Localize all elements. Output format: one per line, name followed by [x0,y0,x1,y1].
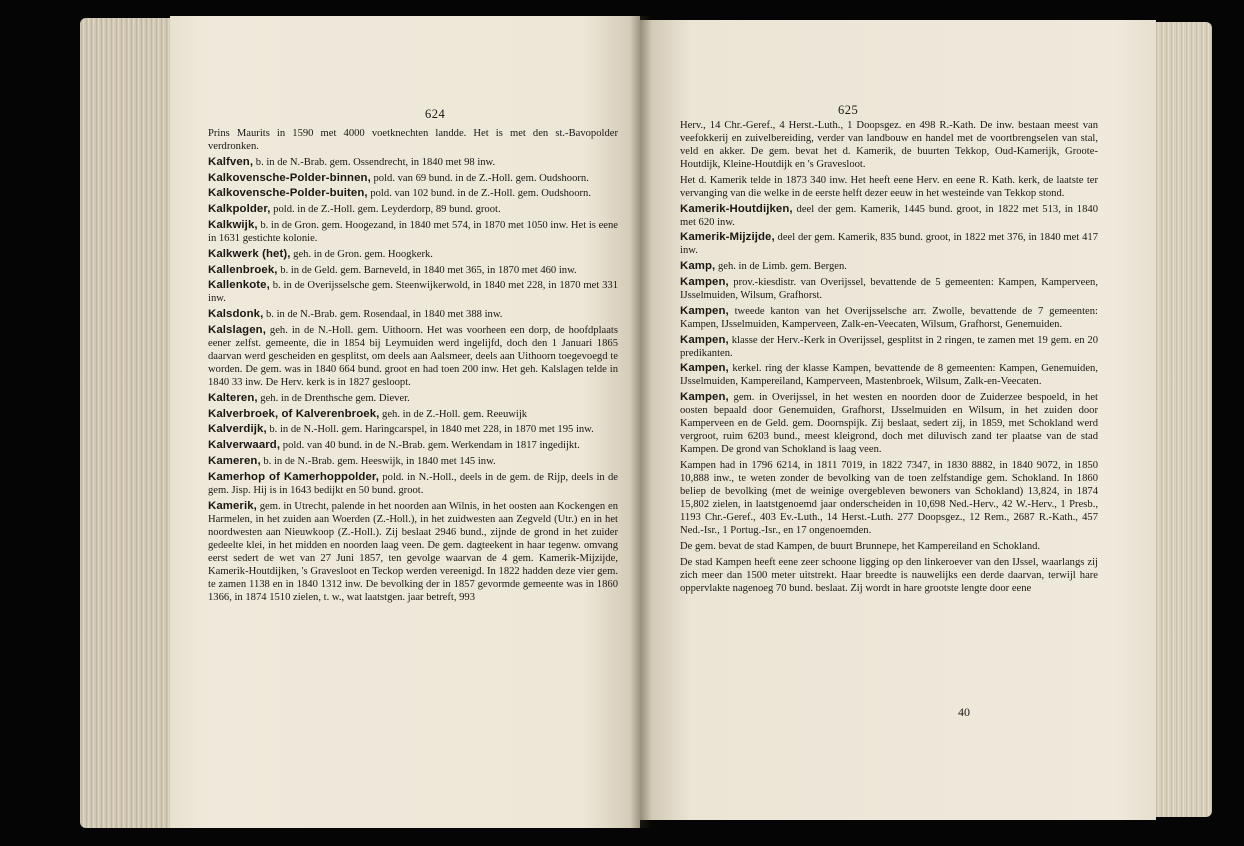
entry-body: geh. in de Limb. gem. Bergen. [715,261,847,273]
entry-body: gem. in Overijssel, in het westen en noorden door de Zuiderzee bespoeld, in het oosten bepaald door Genemuiden, Grafhorst, IJsselmuiden en Wilsum, in het zuiden door Kamperveen en de Geld. gem. Doornspijk. Zij beslaat, sedert zij, in 1859, met Schokland werd vergroot, ruim 6203 bund., meest kleigrond, doch met diluvisch zand ter plaatse van de stad Kampen. De grond van Schokland is laag veen. [680,392,1098,456]
entry-headword: Kalverwaard, [208,439,281,452]
entry-headword: Kamp, [680,260,716,273]
entry-body: pold. in de Z.-Holl. gem. Leyderdorp, 89 bund. groot. [270,204,501,216]
entry-headword: Kalkwerk (het), [208,247,291,260]
entry-headword: Kameren, [208,454,261,467]
entry-body: geh. in de N.-Holl. gem. Uithoorn. Het was voorheen een dorp, de hoofdplaats eener zelfst. gemeente, die in 1854 bij Leymuiden werd ingelijfd, doch den 1 Januari 1865 daarvan werd gescheiden en gesplitst, om deels aan Aalsmeer, deels aan Uithoorn toegevoegd te worden. De gem. was in 1840 664 bund. groot en had toen 200 inw. Het geh. Kalslagen telde in 1840 33 inw. De Herv. kerk is in 1827 gesloopt. [208,324,618,388]
entry-headword: Kamerik-Mijzijde, [680,231,775,244]
entry-headword: Kalkovensche-Polder-buiten, [208,187,368,200]
right-page [640,20,1156,820]
entry-body: b. in de Overijsselsche gem. Steenwijkerwold, in 1840 met 228, in 1870 met 331 inw. [208,280,618,305]
entry-headword: Kamerhop of Kamerhoppolder, [208,470,380,483]
entry-body: b. in de Geld. gem. Barneveld, in 1840 met 365, in 1870 met 460 inw. [277,264,577,276]
entry-body: b. in de N.-Brab. gem. Heeswijk, in 1840 met 145 inw. [260,455,496,467]
entry-headword: Kampen, [680,333,729,346]
entry-headword: Kallenbroek, [208,263,278,276]
entry-body: De stad Kampen heeft eene zeer schoone ligging op den linkeroever van den IJssel, waarlangs zij zich meer dan 1500 meter uitstrekt. Haar breedte is nauwelijks een derde daarvan, terwijl hare oppervlakte nagenoeg 70 bund. beslaat. Zij wordt in hare grootste lengte door eene [680,556,1098,594]
page-number: 624 [425,107,446,121]
dictionary-entry [208,156,618,169]
entry-body: prov.-kiesdistr. van Overijssel, bevattende de 5 gemeenten: Kampen, Kamperveen, IJsselmuiden, Wilsum, Grafhorst. [680,276,1098,301]
dictionary-entry [680,556,1098,595]
entry-body: geh. in de Gron. gem. Hoogkerk. [290,248,433,260]
dictionary-entry [208,264,618,277]
entry-headword: Kallenkote, [208,279,270,292]
dictionary-entry [208,203,618,216]
dictionary-entry [680,119,1098,171]
entry-headword: Kalsdonk, [208,308,264,321]
entry-headword: Kampen, [680,275,729,288]
entry-body: Herv., 14 Chr.-Geref., 4 Herst.-Luth., 1 Doopsgez. en 498 R.-Kath. De inw. bestaan meest van veefokkerij en zuivelbereiding, verder van landbouw en handel met de voortbrengselen van stal, veld en akker. De gem. bevat het d. Kamerik, de buurten Tekkop, Oud-Kamerijk, Groote-Houtdijk, Kleine-Houtdijk en 's Gravesloot. [680,120,1098,170]
dictionary-entry [208,248,618,261]
entry-body: b. in de Gron. gem. Hoogezand, in 1840 met 574, in 1870 met 1050 inw. Het is eene in 1631 gestichte kolonie. [208,219,618,244]
dictionary-entry [680,305,1098,331]
dictionary-entry [208,127,618,153]
page-number: 625 [838,103,859,117]
entry-body: tweede kanton van het Overijsselsche arr. Zwolle, bevattende de 7 gemeenten: Kampen, IJsselmuiden, Kamperveen, Zalk-en-Veecaten, Wilsum, Grafhorst, Genemuiden. [680,305,1098,330]
entry-body: Prins Maurits in 1590 met 4000 voetknechten landde. Het is met den st.-Bavopolder verdronken. [208,128,618,152]
signature-mark: 40 [958,705,970,719]
entry-body: Kampen had in 1796 6214, in 1811 7019, in 1822 7347, in 1830 8882, in 1840 9072, in 1850 10,888 inw., te weten zonder de bevolking van de toen zelfstandige gem. Schokland. In 1860 beliep de bevolking (met de weinige overgebleven bewoners van Schokland) 13,824, in 1874 15,802 zielen, in laatstgenoemd jaar onderscheiden in 10,698 Ned.-Herv., 42 W.-Herv., 1 Presb., 1193 Chr.-Geref., 403 Ev.-Luth., 14 Herst.-Luth. 277 Doopsgez., 12 Rem., 2687 R.-Kath., 457 Ned.-Isr., 1 Portug.-Isr., en 17 ongenoemden. [680,459,1098,536]
entry-body: deel der gem. Kamerik, 835 bund. groot, in 1822 met 376, in 1840 met 417 inw. [680,232,1098,257]
entry-headword: Kamerik, [208,499,257,512]
entry-headword: Kampen, [680,362,729,375]
entry-headword: Kalkwijk, [208,218,258,231]
entry-body: deel der gem. Kamerik, 1445 bund. groot, in 1822 met 513, in 1840 met 620 inw. [680,203,1098,228]
dictionary-entry [680,540,1098,553]
entry-headword: Kamerik-Houtdijken, [680,202,793,215]
dictionary-entry [208,455,618,468]
dictionary-entry [208,408,618,421]
dictionary-entry [208,308,618,321]
entry-headword: Kalverdijk, [208,423,267,436]
left-page [170,16,640,828]
entry-body: klasse der Herv.-Kerk in Overijssel, gesplitst in 2 ringen, te zamen met 19 gem. en 20 predikanten. [680,334,1098,359]
entry-headword: Kalslagen, [208,323,266,336]
entry-headword: Kampen, [680,304,729,317]
entry-body: geh. in de Drenthsche gem. Diever. [257,392,410,404]
entry-body: kerkel. ring der klasse Kampen, bevattende de 8 gemeenten: Kampen, Genemuiden, IJsselmuiden, Kampereiland, Kamperveen, Mastenbroek, Wilsum, Zalk-en-Veecaten. [680,363,1098,388]
dictionary-entry [208,172,618,185]
entry-body: b. in de N.-Brab. gem. Ossendrecht, in 1840 met 98 inw. [253,156,496,168]
dictionary-entry [208,324,618,389]
entry-body: b. in de N.-Brab. gem. Rosendaal, in 1840 met 388 inw. [263,309,503,321]
entry-body: pold. in N.-Holl., deels in de gem. de Rijp, deels in de gem. Jisp. Hij is in 1643 bedijkt en 50 bund. groot. [208,471,618,496]
dictionary-entry [680,391,1098,456]
dictionary-entry [208,471,618,497]
entry-body: gem. in Utrecht, palende in het noorden aan Wilnis, in het oosten aan Kockengen en Harmelen, in het zuiden aan Woerden (Z.-Holl.), in het zuidwesten aan Zegveld (Utr.) en in het noordwesten aan Nieuwkoop (Z.-Holl.). Zij beslaat 2946 bund., zijnde de grond in het zuider gedeelte klei, in het midden en noorden laag veen. De gem. dagteekent in haar tegenw. omvang eerst sedert de wet van 27 Juni 1857, ten gevolge waarvan de 4 gem. Kamerik-Mijzijde, Kamerik-Houtdijken, 's Gravesloot en Teckop werden vereenigd. In 1822 hadden deze vier gem. te zamen 1138 en in 1840 1312 inw. De bevolking der in 1857 gevormde gemeente was in 1860 1366, in 1874 1510 zielen, t. w., wat laatstgen. jaar betreft, 993 [208,500,618,603]
entry-body: pold. van 102 bund. in de Z.-Holl. gem. Oudshoorn. [367,188,591,200]
entry-body: Het d. Kamerik telde in 1873 340 inw. Het heeft eene Herv. en eene R. Kath. kerk, de laatste ter vervanging van die welke in de eerste helft dezer eeuw in het westeinde van Tekkop stond. [680,174,1098,199]
entry-body: pold. van 69 bund. in de Z.-Holl. gem. Oudshoorn. [370,172,589,184]
book-gutter [630,16,652,828]
dictionary-entry [680,231,1098,257]
right-page-text [680,119,1098,597]
dictionary-entry [680,203,1098,229]
entry-body: pold. van 40 bund. in de N.-Brab. gem. Werkendam in 1817 ingedijkt. [280,440,580,452]
entry-headword: Kalkovensche-Polder-binnen, [208,171,371,184]
book-page-edges-right [1150,22,1212,817]
dictionary-entry [680,260,1098,273]
entry-headword: Kalkpolder, [208,203,271,216]
dictionary-entry [208,219,618,245]
dictionary-entry [680,174,1098,200]
dictionary-entry [208,500,618,604]
entry-body: geh. in de Z.-Holl. gem. Reeuwijk [379,408,528,420]
dictionary-entry [680,459,1098,537]
dictionary-entry [680,276,1098,302]
entry-headword: Kampen, [680,391,729,404]
entry-body: b. in de N.-Holl. gem. Haringcarspel, in 1840 met 228, in 1870 met 195 inw. [266,424,594,436]
dictionary-entry [208,279,618,305]
entry-headword: Kalfven, [208,155,254,168]
entry-headword: Kalteren, [208,391,258,404]
book-page-edges-left [80,18,180,828]
left-page-text [208,127,618,606]
dictionary-entry [208,187,618,200]
dictionary-entry [208,423,618,436]
dictionary-entry [208,439,618,452]
dictionary-entry [208,392,618,405]
entry-headword: Kalverbroek, of Kalverenbroek, [208,407,380,420]
entry-body: De gem. bevat de stad Kampen, de buurt Brunnepe, het Kampereiland en Schokland. [680,540,1041,552]
dictionary-entry [680,362,1098,388]
dictionary-entry [680,334,1098,360]
